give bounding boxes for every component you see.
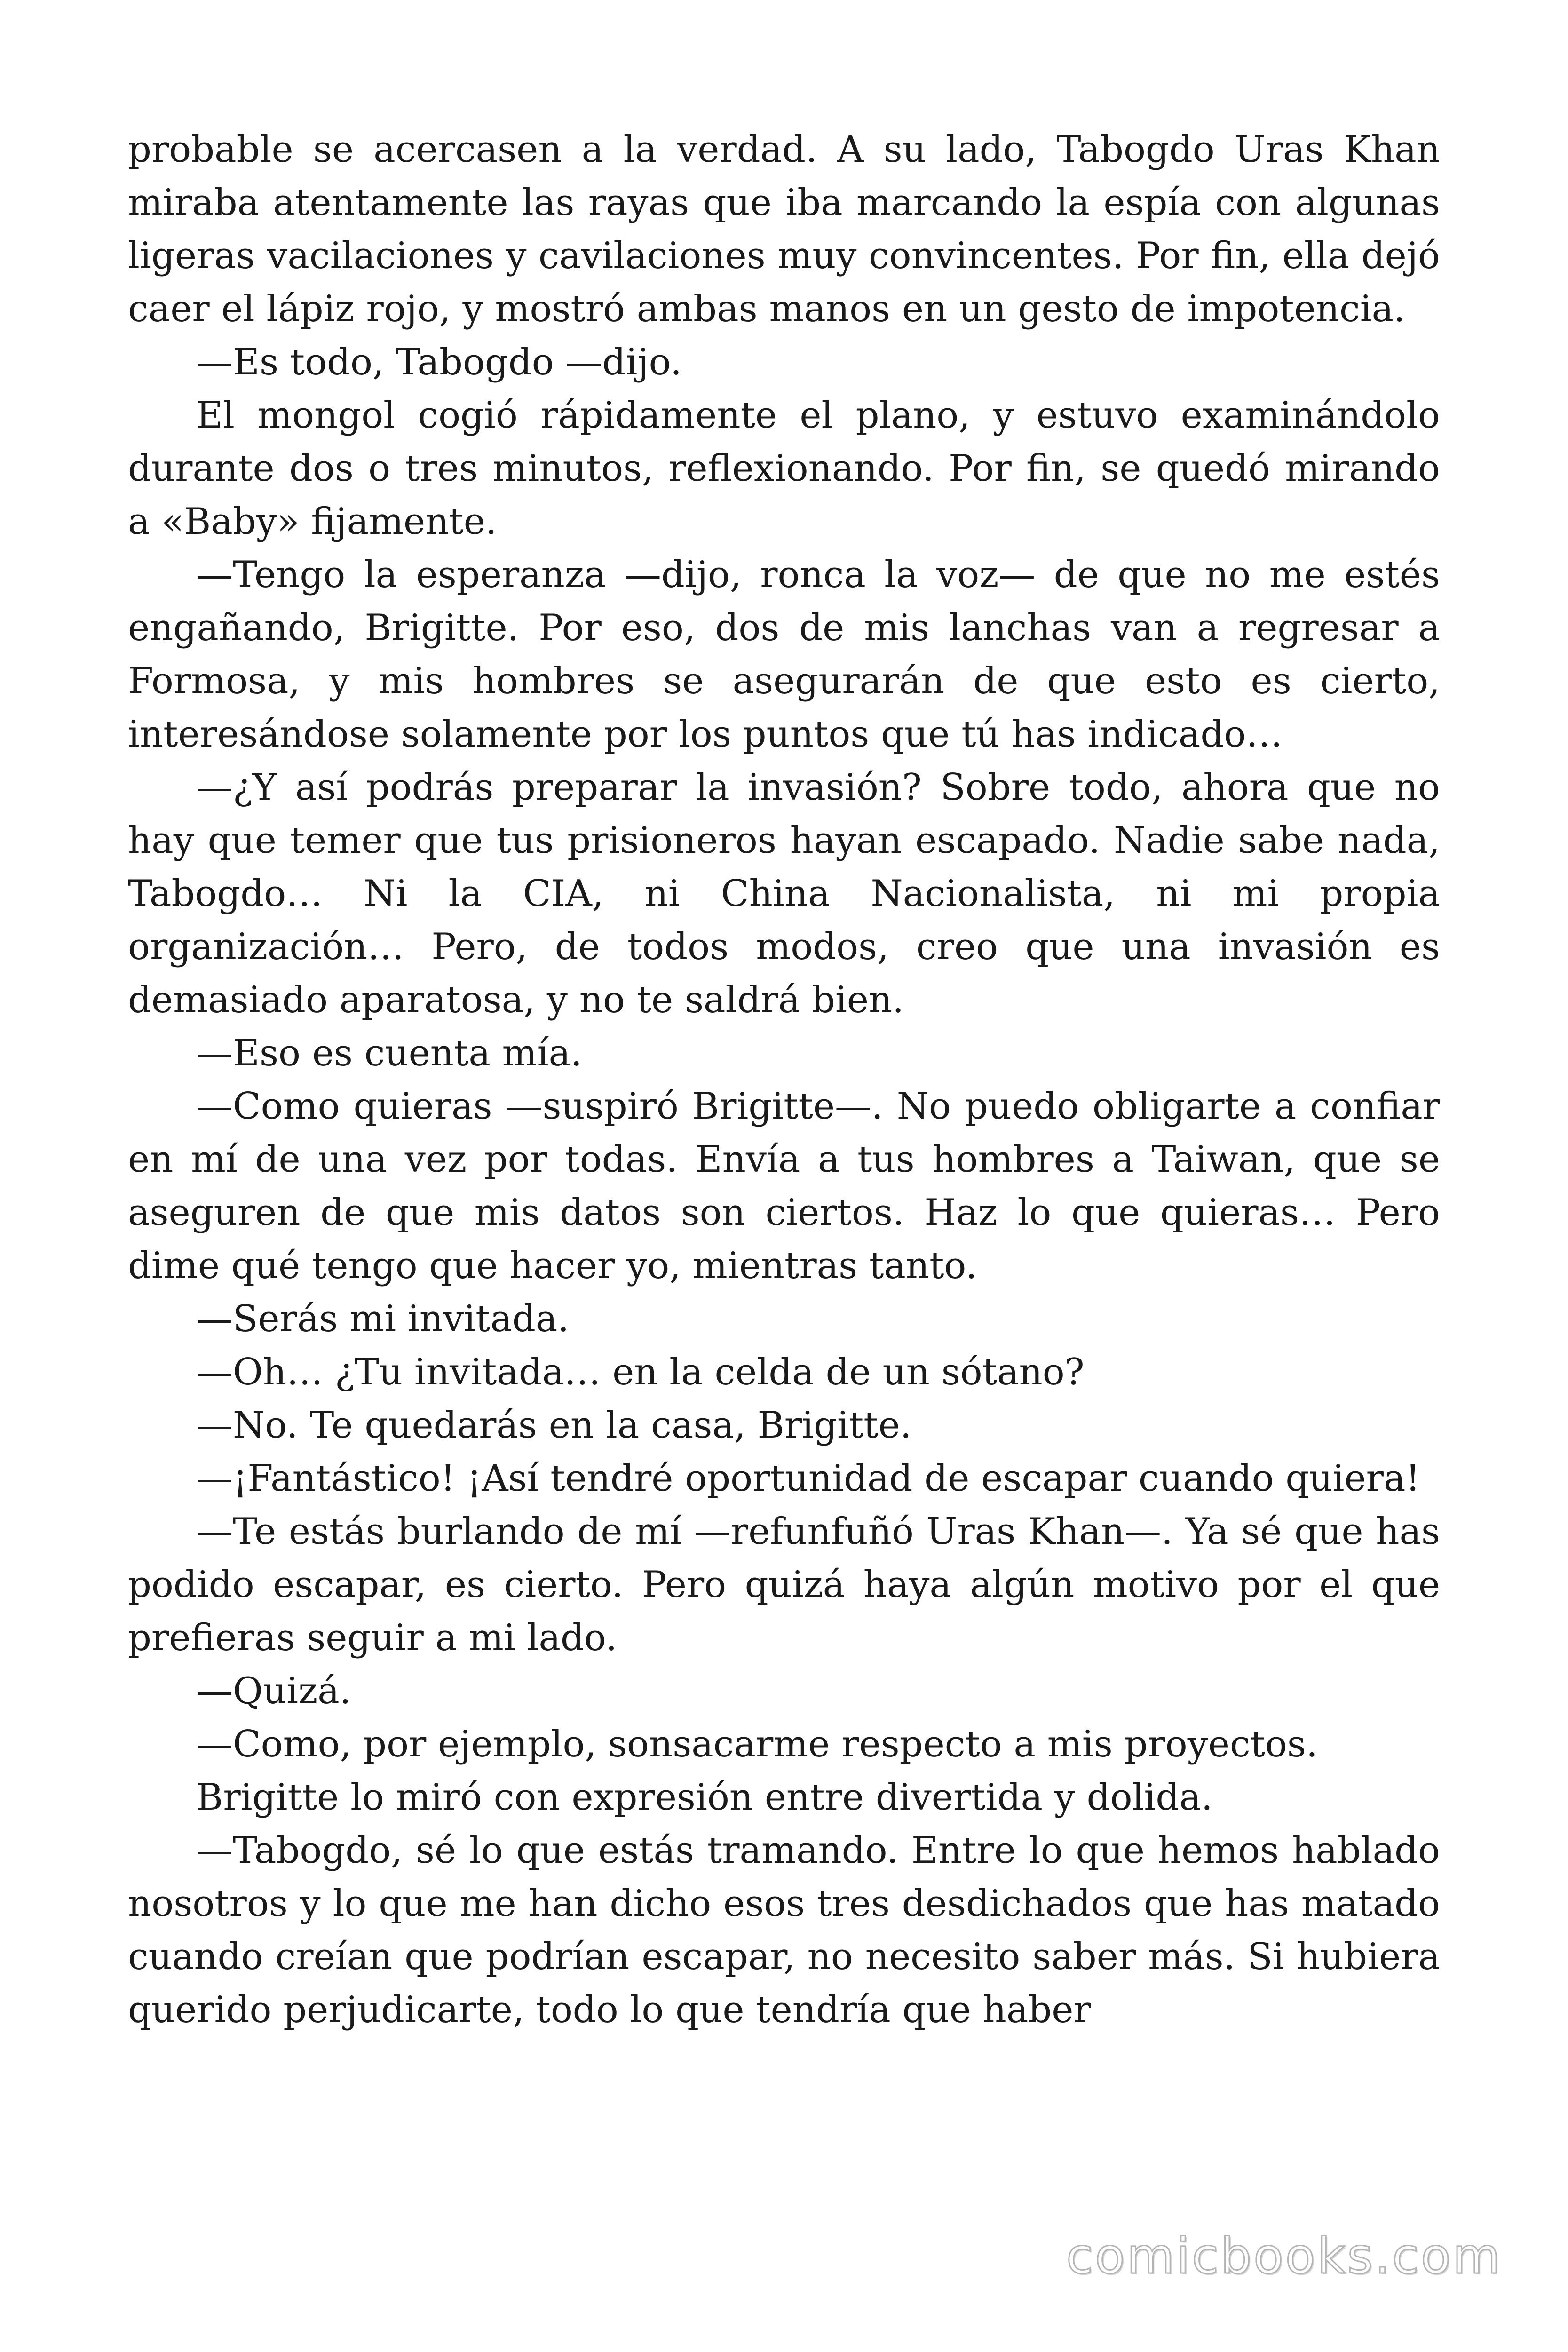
paragraph: probable se acercasen a la verdad. A su lado, Tabogdo Uras Khan miraba atentamente las rayas que iba marcando la espía con algunas ligeras vacilaciones y cavilaciones muy convincentes. Por fin, ella dejó caer el lápiz rojo, y mostró ambas manos en un gesto de impotencia.	[128, 128, 1440, 330]
paragraph: —Tengo la esperanza —dijo, ronca la voz— de que no me estés engañando, Brigitte. Por eso, dos de mis lanchas van a regresar a Formosa, y mis hombres se asegurarán de que esto es cierto, interesándose solamente por los puntos que tú has indicado…	[128, 554, 1440, 755]
body-text	[128, 123, 1440, 2037]
paragraph: —¿Y así podrás preparar la invasión? Sobre todo, ahora que no hay que temer que tus prisioneros hayan escapado. Nadie sabe nada, Tabogdo… Ni la CIA, ni China Nacionalista, ni mi propia organización… Pero, de todos modos, creo que una invasión es demasiado aparatosa, y no te saldrá bien.	[128, 766, 1440, 1021]
paragraph: —Eso es cuenta mía.	[196, 1032, 582, 1074]
paragraph: —Te estás burlando de mí —refunfuñó Uras Khan—. Ya sé que has podido escapar, es cierto. Pero quizá haya algún motivo por el que prefieras seguir a mi lado.	[128, 1510, 1440, 1659]
paragraph: —Quizá.	[196, 1670, 351, 1712]
paragraph: —Tabogdo, sé lo que estás tramando. Entre lo que hemos hablado nosotros y lo que me han dicho esos tres desdichados que has matado cuando creían que podrían escapar, no necesito saber más. Si hubiera querido perjudicarte, todo lo que tendría que haber	[128, 1829, 1440, 2031]
paragraph: —Como quieras —suspiró Brigitte—. No puedo obligarte a confiar en mí de una vez por todas. Envía a tus hombres a Taiwan, que se aseguren de que mis datos son ciertos. Haz lo que quieras… Pero dime qué tengo que hacer yo, mientras tanto.	[128, 1085, 1440, 1287]
paragraph: —¡Fantástico! ¡Así tendré oportunidad de escapar cuando quiera!	[196, 1457, 1420, 1500]
paragraph: —Como, por ejemplo, sonsacarme respecto a mis proyectos.	[196, 1723, 1318, 1765]
paragraph: Brigitte lo miró con expresión entre divertida y dolida.	[196, 1776, 1213, 1819]
watermark: comicbooks.com	[1066, 2227, 1502, 2285]
paragraph: —Es todo, Tabogdo —dijo.	[196, 341, 682, 383]
paragraph: —Serás mi invitada.	[196, 1298, 570, 1340]
paragraph: El mongol cogió rápidamente el plano, y estuvo examinándolo durante dos o tres minutos, reflexionando. Por fin, se quedó mirando a «Baby» fijamente.	[128, 394, 1440, 543]
paragraph: —Oh… ¿Tu invitada… en la celda de un sótano?	[196, 1351, 1085, 1393]
paragraph: —No. Te quedarás en la casa, Brigitte.	[196, 1404, 912, 1446]
